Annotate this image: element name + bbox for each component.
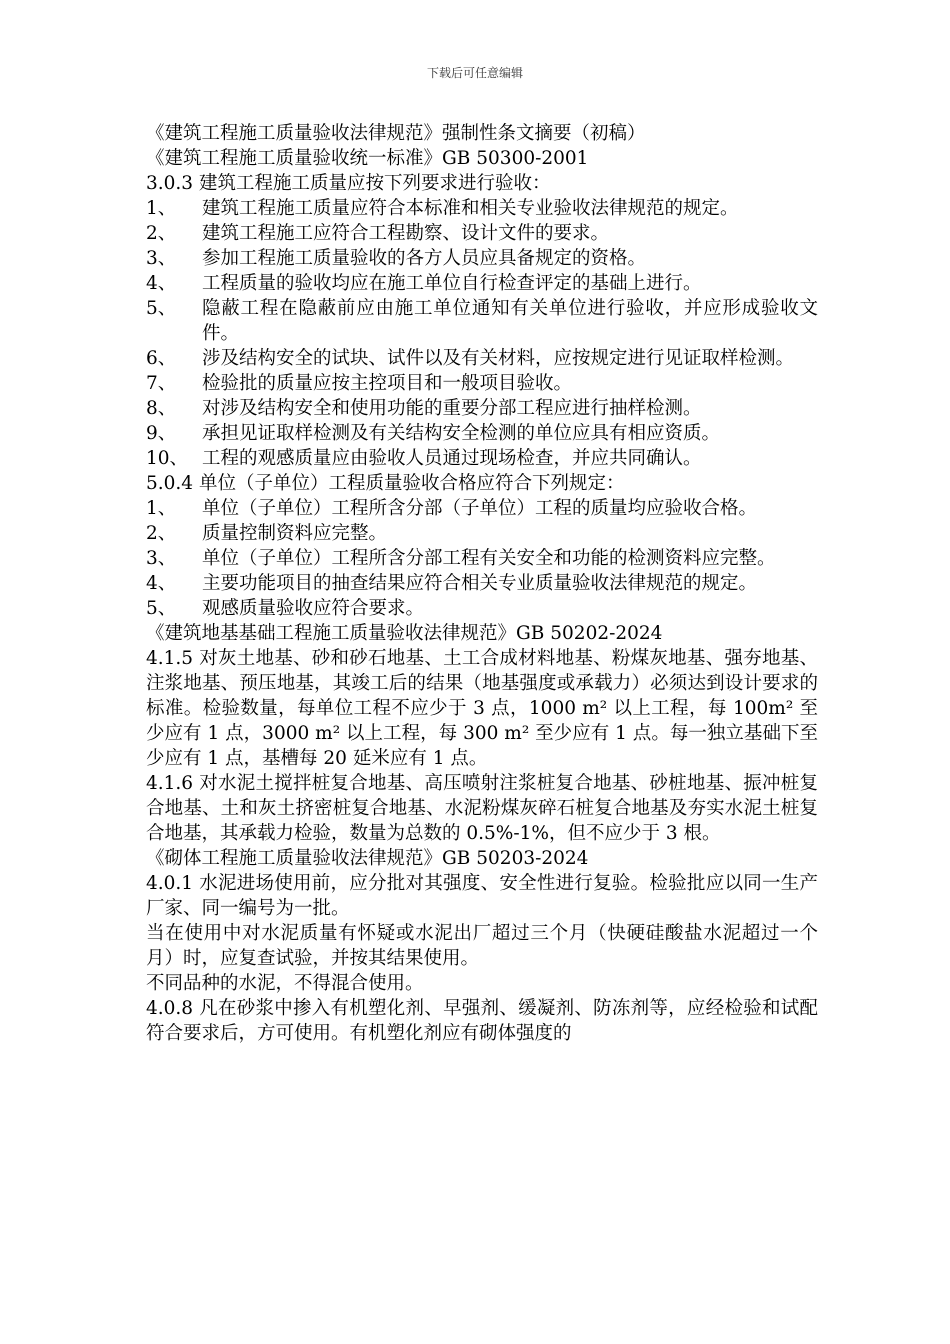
list-item-text: 承担见证取样检测及有关结构安全检测的单位应具有相应资质。 — [202, 423, 721, 444]
requirement-list-3-0-3 — [146, 196, 818, 471]
clause-5-0-4: 5.0.4 单位（子单位）工程质量验收合格应符合下列规定： — [146, 473, 625, 494]
list-item-number: 3、 — [146, 548, 177, 569]
list-item-text: 建筑工程施工应符合工程勘察、设计文件的要求。 — [202, 223, 610, 244]
requirement-list-5-0-4 — [146, 496, 818, 621]
clause-4-0-8: 4.0.8 凡在砂浆中掺入有机塑化剂、早强剂、缓凝剂、防冻剂等，应经检验和试配符合要求后，方可使用。有机塑化剂应有砌体强度的 — [146, 998, 818, 1044]
list-item-number: 9、 — [146, 423, 177, 444]
list-item-number: 1、 — [146, 198, 177, 219]
list-item — [146, 296, 818, 346]
list-item-text: 隐蔽工程在隐蔽前应由施工单位通知有关单位进行验收，并应形成验收文件。 — [202, 298, 818, 344]
list-item-text: 质量控制资料应完整。 — [202, 523, 388, 544]
list-item-number: 8、 — [146, 398, 177, 419]
list-item — [146, 221, 818, 246]
standard-heading-gb50202: 《建筑地基基础工程施工质量验收法律规范》GB 50202-2024 — [146, 623, 663, 644]
clause-3-0-3: 3.0.3 建筑工程施工质量应按下列要求进行验收： — [146, 173, 551, 194]
list-item-text: 单位（子单位）工程所含分部工程有关安全和功能的检测资料应完整。 — [202, 548, 776, 569]
list-item-number: 10、 — [146, 448, 189, 469]
document-body — [146, 121, 818, 1046]
list-item-number: 4、 — [146, 273, 177, 294]
list-item-text: 工程质量的验收均应在施工单位自行检查评定的基础上进行。 — [202, 273, 702, 294]
page-header-note: 下载后可任意编辑 — [426, 66, 523, 80]
list-item-text: 主要功能项目的抽查结果应符合相关专业质量验收法律规范的规定。 — [202, 573, 758, 594]
list-item-text: 观感质量验收应符合要求。 — [202, 598, 425, 619]
paragraph-cement-mixing: 不同品种的水泥，不得混合使用。 — [146, 973, 424, 994]
list-item — [146, 396, 818, 421]
list-item — [146, 246, 818, 271]
list-item-number: 3、 — [146, 248, 177, 269]
list-item — [146, 196, 818, 221]
standard-heading-gb50300: 《建筑工程施工质量验收统一标准》GB 50300-2001 — [146, 148, 589, 169]
list-item-number: 7、 — [146, 373, 177, 394]
list-item — [146, 421, 818, 446]
document-title: 《建筑工程施工质量验收法律规范》强制性条文摘要（初稿） — [146, 123, 646, 144]
clause-4-0-1: 4.0.1 水泥进场使用前，应分批对其强度、安全性进行复验。检验批应以同一生产厂家、同一编号为一批。 — [146, 873, 818, 919]
clause-4-1-5: 4.1.5 对灰土地基、砂和砂石地基、土工合成材料地基、粉煤灰地基、强夯地基、注浆地基、预压地基，其竣工后的结果（地基强度或承载力）必须达到设计要求的标准。检验数量，每单位工程不应少于 3 点，1000 m² 以上工程，每 100m² 至少应有 1 点，3000 m² 以上工程，每 300 m² 至少应有 1 点。每一独立基础下至少应有 1 点，基槽每 20 延米应有 1 点。 — [146, 648, 818, 769]
list-item-number: 5、 — [146, 298, 177, 319]
paragraph-cement-retest: 当在使用中对水泥质量有怀疑或水泥出厂超过三个月（快硬硅酸盐水泥超过一个月）时，应复查试验，并按其结果使用。 — [146, 923, 818, 969]
list-item — [146, 371, 818, 396]
list-item-number: 2、 — [146, 223, 177, 244]
list-item-text: 参加工程施工质量验收的各方人员应具备规定的资格。 — [202, 248, 647, 269]
list-item — [146, 571, 818, 596]
clause-4-1-6: 4.1.6 对水泥土搅拌桩复合地基、高压喷射注浆桩复合地基、砂桩地基、振冲桩复合地基、土和灰土挤密桩复合地基、水泥粉煤灰碎石桩复合地基及夯实水泥土桩复合地基，其承载力检验，数量为总数的 0.5%-1%，但不应少于 3 根。 — [146, 773, 818, 844]
list-item-text: 涉及结构安全的试块、试件以及有关材料，应按规定进行见证取样检测。 — [202, 348, 795, 369]
list-item — [146, 446, 818, 471]
list-item — [146, 521, 818, 546]
list-item — [146, 496, 818, 521]
list-item — [146, 596, 818, 621]
list-item-number: 5、 — [146, 598, 177, 619]
list-item — [146, 271, 818, 296]
list-item-number: 1、 — [146, 498, 177, 519]
list-item-text: 工程的观感质量应由验收人员通过现场检查，并应共同确认。 — [202, 448, 702, 469]
list-item-number: 6、 — [146, 348, 177, 369]
list-item-text: 检验批的质量应按主控项目和一般项目验收。 — [202, 373, 573, 394]
list-item — [146, 546, 818, 571]
list-item-text: 单位（子单位）工程所含分部（子单位）工程的质量均应验收合格。 — [202, 498, 758, 519]
list-item-number: 4、 — [146, 573, 177, 594]
list-item-number: 2、 — [146, 523, 177, 544]
standard-heading-gb50203: 《砌体工程施工质量验收法律规范》GB 50203-2024 — [146, 848, 589, 869]
list-item — [146, 346, 818, 371]
list-item-text: 建筑工程施工质量应符合本标准和相关专业验收法律规范的规定。 — [202, 198, 739, 219]
list-item-text: 对涉及结构安全和使用功能的重要分部工程应进行抽样检测。 — [202, 398, 702, 419]
